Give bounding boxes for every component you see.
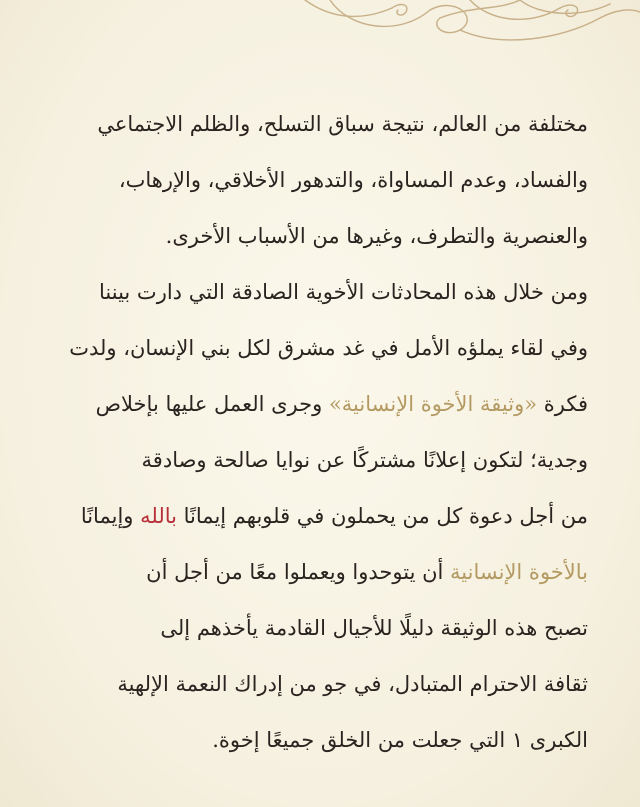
- text-line-11: ثقافة الاحترام المتبادل، في جو من إدراك النعمة الإلهية: [117, 672, 588, 696]
- text-line-5: وفي لقاء يملؤه الأمل في غد مشرق لكل بني الإنسان، ولدت: [69, 336, 588, 360]
- text-line-12: الكبرى ١ التي جعلت من الخلق جميعًا إخوة.: [212, 728, 588, 752]
- text-line-9-suffix: أن يتوحدوا ويعملوا معًا من أجل أن: [146, 560, 444, 584]
- text-line-9: [38, 544, 588, 600]
- text-line-8-prefix: من أجل دعوة كل من يحملون في قلوبهم إيمانًا: [183, 504, 588, 528]
- text-line-8: [38, 488, 588, 544]
- text-line-7: وجدية؛ لتكون إعلانًا مشتركًا عن نوايا صالحة وصادقة: [141, 448, 588, 472]
- human-fraternity-highlight: بالأخوة الإنسانية: [450, 560, 588, 584]
- article-text: [38, 96, 588, 768]
- text-line-10: تصبح هذه الوثيقة دليلًا للأجيال القادمة يأخذهم إلى: [160, 616, 588, 640]
- text-line-2: والفساد، وعدم المساواة، والتدهور الأخلاقي، والإرهاب،: [118, 168, 588, 192]
- text-line-6: [38, 376, 588, 432]
- text-line-6-prefix: فكرة: [543, 392, 588, 416]
- corner-swirl-ornament: [0, 0, 640, 60]
- divine-name-highlight: بالله: [140, 504, 177, 528]
- text-line-3: والعنصرية والتطرف، وغيرها من الأسباب الأخرى.: [165, 224, 588, 248]
- text-line-8-suffix: وإيمانًا: [80, 504, 134, 528]
- text-line-4: ومن خلال هذه المحادثات الأخوية الصادقة التي دارت بيننا: [99, 280, 588, 304]
- document-title-highlight: «وثيقة الأخوة الإنسانية»: [328, 392, 538, 416]
- text-line-6-suffix: وجرى العمل عليها بإخلاص: [95, 392, 323, 416]
- text-line-1: مختلفة من العالم، نتيجة سباق التسلح، والظلم الاجتماعي: [97, 112, 588, 136]
